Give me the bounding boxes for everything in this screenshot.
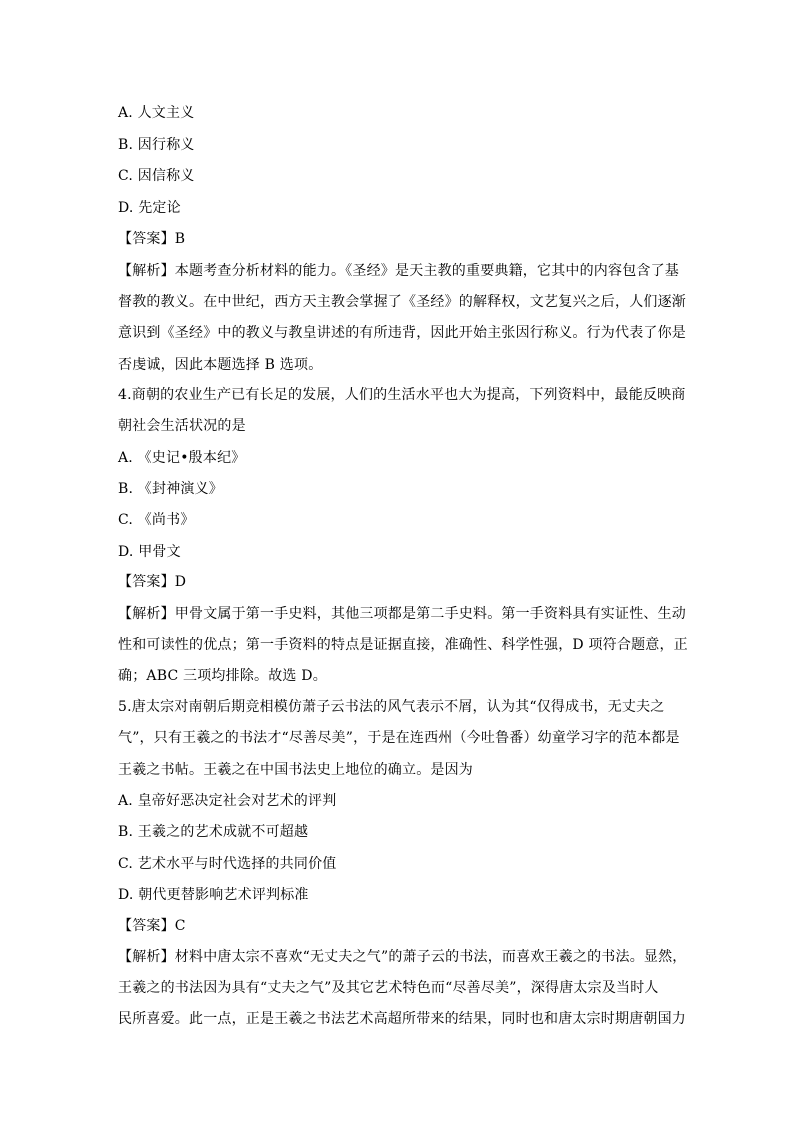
q3-option-d: D. 先定论 bbox=[118, 200, 181, 216]
q4-option-a: A. 《史记•殷本纪》 bbox=[118, 450, 246, 466]
q3-option-c: C. 因信称义 bbox=[118, 168, 195, 184]
q4-option-d: D. 甲骨文 bbox=[118, 544, 181, 560]
q3-analysis-line: 督教的教义。在中世纪，西方天主教会掌握了《圣经》的解释权，文艺复兴之后，人们逐渐 bbox=[118, 294, 686, 310]
q4-analysis-line: 确；ABC 三项均排除。故选 D。 bbox=[118, 668, 327, 684]
q5-answer: 【答案】C bbox=[118, 918, 186, 934]
q3-option-a: A. 人文主义 bbox=[118, 105, 195, 121]
q5-option-a: A. 皇帝好恶决定社会对艺术的评判 bbox=[118, 793, 337, 809]
q5-option-d: D. 朝代更替影响艺术评判标准 bbox=[118, 887, 309, 903]
q4-stem-line: 4.商朝的农业生产已有长足的发展，人们的生活水平也大为提高，下列资料中，最能反映商 bbox=[118, 387, 686, 403]
q4-answer: 【答案】D bbox=[118, 574, 187, 590]
q5-option-c: C. 艺术水平与时代选择的共同价值 bbox=[118, 856, 337, 872]
q5-analysis-line: 【解析】材料中唐太宗不喜欢“无丈夫之气”的萧子云的书法，而喜欢王羲之的书法。显然， bbox=[118, 949, 687, 965]
q3-answer: 【答案】B bbox=[118, 231, 186, 247]
q5-option-b: B. 王羲之的艺术成就不可超越 bbox=[118, 824, 309, 840]
q3-option-b: B. 因行称义 bbox=[118, 137, 195, 153]
q5-stem-line: 王羲之书帖。王羲之在中国书法史上地位的确立。是因为 bbox=[118, 762, 473, 778]
q4-analysis-line: 【解析】甲骨文属于第一手史料，其他三项都是第二手史料。第一手资料具有实证性、生动 bbox=[118, 606, 686, 622]
q4-option-b: B. 《封神演义》 bbox=[118, 481, 223, 497]
q4-analysis-line: 性和可读性的优点；第一手资料的特点是证据直接，准确性、科学性强，D 项符合题意，正 bbox=[118, 637, 688, 653]
q3-analysis-line: 【解析】本题考查分析材料的能力。《圣经》是天主教的重要典籍，它其中的内容包含了基 bbox=[118, 263, 679, 279]
q5-analysis-line: 民所喜爱。此一点，正是王羲之书法艺术高超所带来的结果，同时也和唐太宗时期唐朝国力 bbox=[118, 1011, 686, 1027]
q5-stem-line: 5.唐太宗对南朝后期竞相模仿萧子云书法的风气表示不屑，认为其“仅得成书，无丈夫之 bbox=[118, 699, 665, 715]
q4-option-c: C. 《尚书》 bbox=[118, 512, 195, 528]
q3-analysis-line: 意识到《圣经》中的教义与教皇讲述的有所违背，因此开始主张因行称义。行为代表了你是 bbox=[118, 325, 686, 341]
q4-stem-line: 朝社会生活状况的是 bbox=[118, 418, 246, 434]
q5-analysis-line: 王羲之的书法因为具有“丈夫之气”及其它艺术特色而“尽善尽美”，深得唐太宗及当时人 bbox=[118, 980, 659, 996]
q3-analysis-line: 否虔诚，因此本题选择 B 选项。 bbox=[118, 357, 323, 373]
q5-stem-line: 气”，只有王羲之的书法才“尽善尽美”，于是在连西州（今吐鲁番）幼童学习字的范本都是 bbox=[118, 730, 680, 746]
